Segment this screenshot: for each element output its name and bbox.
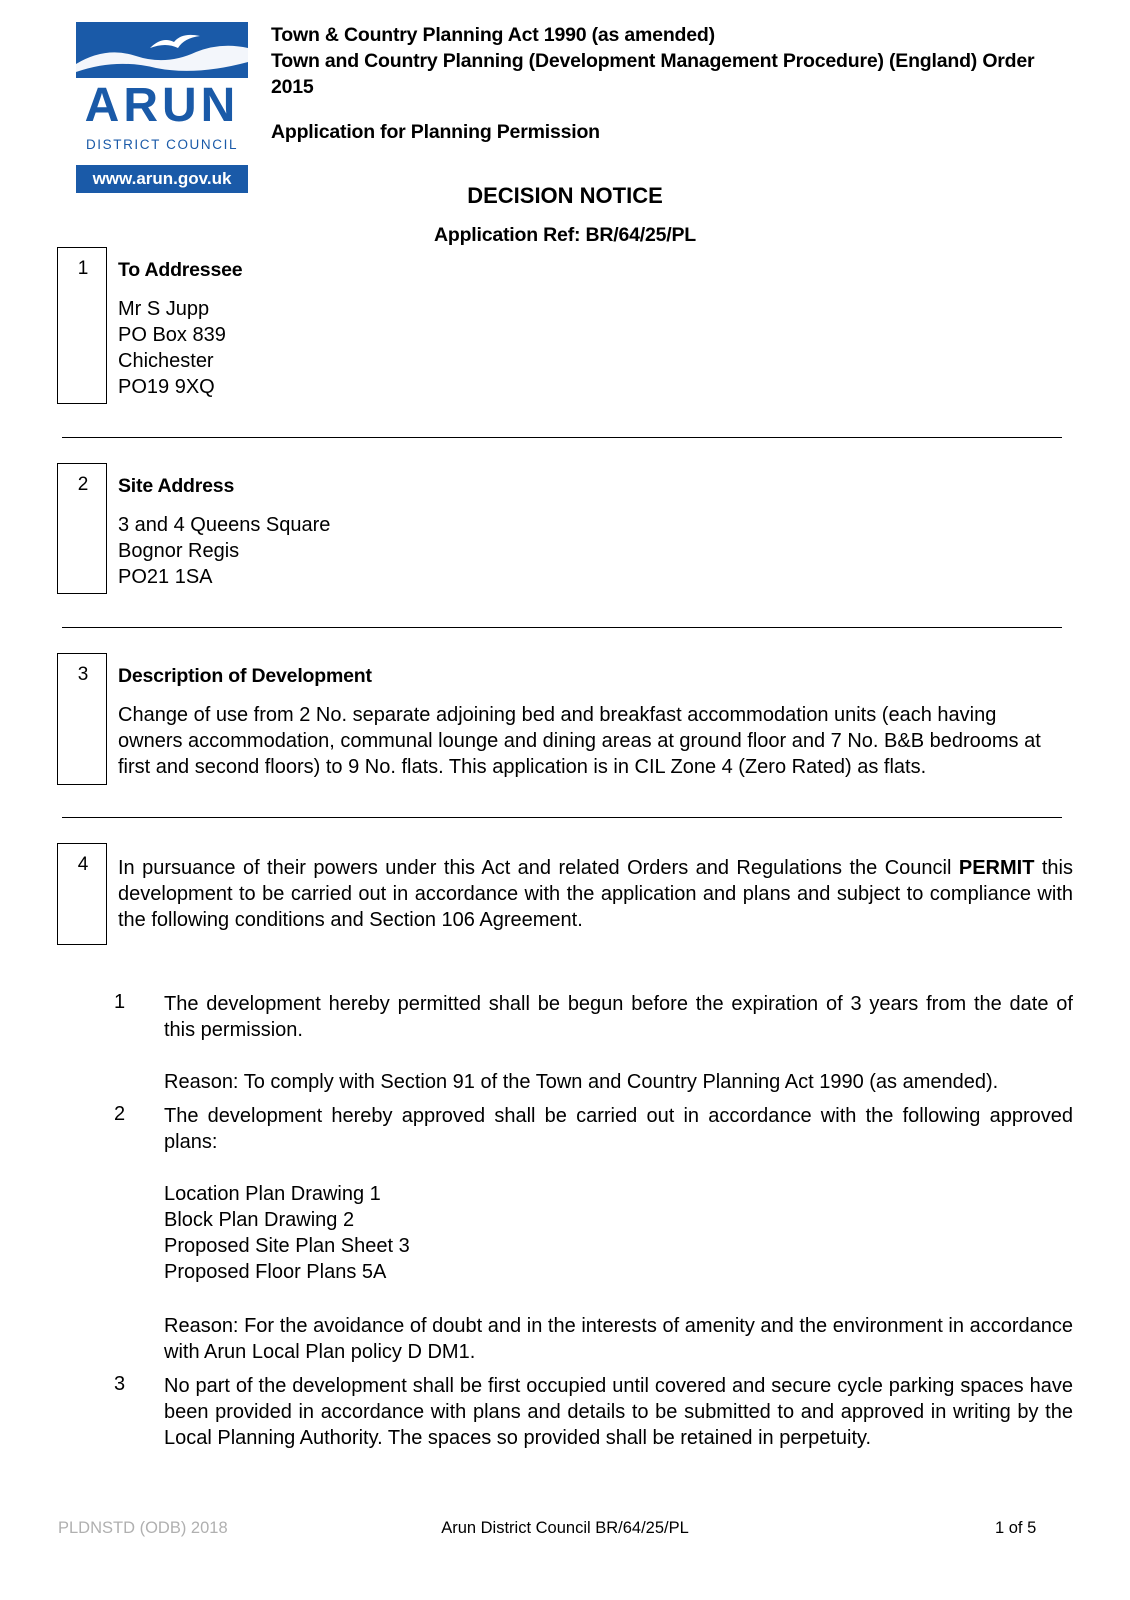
section-4-number-box — [57, 843, 107, 945]
condition-number: 1 — [114, 991, 126, 1013]
section-2-number-box — [57, 463, 107, 594]
site-address — [118, 512, 330, 590]
section-3-number-box — [57, 653, 107, 785]
page-number: 1 of 5 — [995, 1519, 1037, 1537]
council-website-link[interactable]: www.arun.gov.uk — [76, 165, 248, 193]
section-number: 3 — [77, 664, 89, 685]
condition-reason: Reason: For the avoidance of doubt and in the interests of amenity and the environment in accordance with Arun Local Plan policy D DM1. — [164, 1315, 1073, 1363]
plan-item: Block Plan Drawing 2 — [164, 1209, 355, 1231]
condition-text: The development hereby permitted shall be begun before the expiration of 3 years from the date of this permission. — [164, 993, 1073, 1041]
section-number: 2 — [77, 474, 89, 495]
decision-word: PERMIT — [958, 857, 1035, 879]
section-number: 4 — [77, 854, 89, 875]
plan-item: Location Plan Drawing 1 — [164, 1183, 381, 1205]
notice-title: DECISION NOTICE — [467, 183, 663, 208]
section-number: 1 — [77, 258, 89, 279]
footer-reference: Arun District Council BR/64/25/PL — [441, 1519, 689, 1537]
plan-item: Proposed Site Plan Sheet 3 — [164, 1235, 410, 1257]
addressee-title: To Addressee — [118, 259, 243, 281]
address-line: Mr S Jupp — [118, 298, 210, 320]
divider — [62, 817, 1062, 818]
act-line-2: Town and Country Planning (Development Management Procedure) (England) Order — [271, 50, 1035, 72]
act-line-1: Town & Country Planning Act 1990 (as amended) — [271, 24, 715, 46]
description-text: Change of use from 2 No. separate adjoining bed and breakfast accommodation units (each having owners accommodation, communal lounge and dining areas at ground floor and 7 No. B&B bedrooms at first and second floors) to 9 No. flats. This application is in CIL Zone 4 (Zero Rated) as flats. — [118, 704, 1041, 778]
section-1-number-box — [57, 247, 107, 404]
plan-item: Proposed Floor Plans 5A — [164, 1261, 387, 1283]
address-line: Chichester — [118, 350, 214, 372]
addressee-address — [118, 296, 226, 400]
divider — [62, 627, 1062, 628]
logo-wordmark: ARUN — [84, 79, 240, 132]
condition-number: 2 — [114, 1103, 126, 1125]
divider — [62, 437, 1062, 438]
seagull-wave-icon — [76, 22, 248, 78]
logo-subtitle: DISTRICT COUNCIL — [85, 137, 239, 152]
council-logo — [76, 22, 248, 197]
condition-number: 3 — [114, 1373, 126, 1395]
address-line: 3 and 4 Queens Square — [118, 514, 331, 536]
condition-text: The development hereby approved shall be carried out in accordance with the following approved plans: — [164, 1105, 1073, 1153]
approved-plans-list — [164, 1181, 1073, 1285]
condition-text: No part of the development shall be first occupied until covered and secure cycle parking spaces have been provided in accordance with plans and details to be submitted to and approved in writing by the Local Planning Authority. The spaces so provided shall be retained in perpetuity. — [164, 1375, 1073, 1449]
decision-text — [118, 855, 1073, 933]
application-ref: Application Ref: BR/64/25/PL — [433, 224, 697, 246]
address-line: PO19 9XQ — [118, 376, 215, 398]
address-line: Bognor Regis — [118, 540, 240, 562]
application-type: Application for Planning Permission — [271, 121, 600, 143]
condition-reason: Reason: To comply with Section 91 of the Town and Country Planning Act 1990 (as amended). — [164, 1071, 999, 1093]
site-address-title: Site Address — [118, 475, 235, 497]
decision-text-before: In pursuance of their powers under this Act and related Orders and Regulations the Council — [118, 857, 959, 879]
logo-wave-banner — [76, 22, 248, 78]
description-title: Description of Development — [118, 665, 372, 687]
address-line: PO Box 839 — [118, 324, 226, 346]
decision-text-after: this development to be carried out in accordance with the application and plans and subject to compliance with the following conditions and Section 106 Agreement. — [118, 857, 1073, 931]
act-line-3: 2015 — [271, 76, 314, 98]
footer-form-code: PLDNSTD (ODB) 2018 — [58, 1519, 228, 1537]
address-line: PO21 1SA — [118, 566, 213, 588]
